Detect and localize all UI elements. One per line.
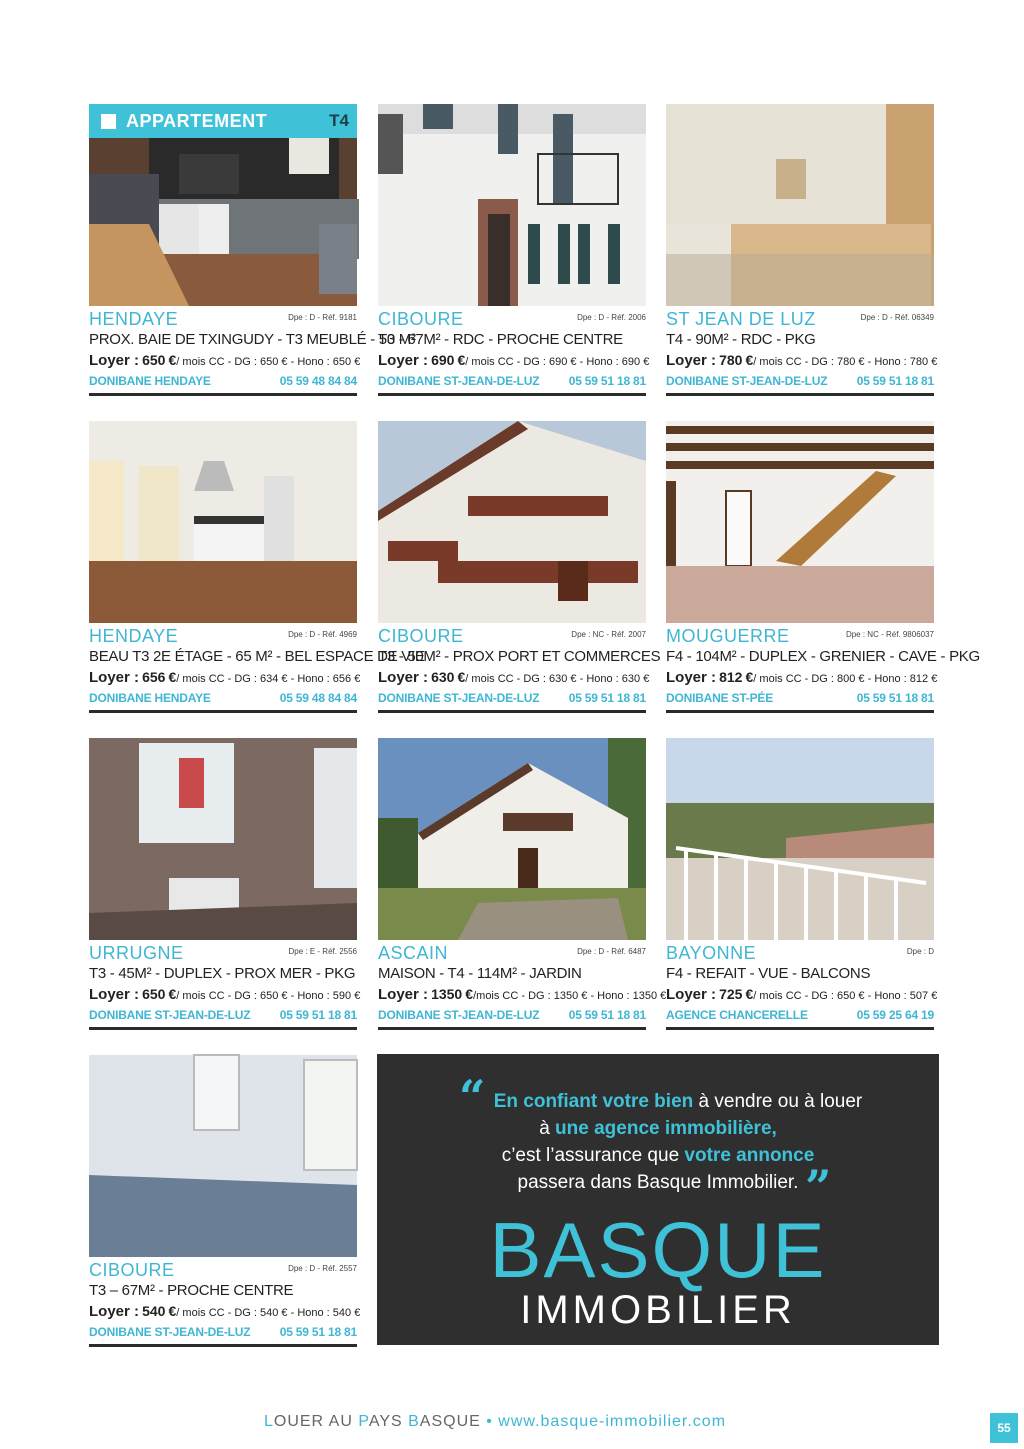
listing-rent: Loyer : 812 €/ mois CC - DG : 800 € - Hono : 812 € [666,669,938,686]
listing-description: T4 - 90M² - RDC - PKG [666,331,816,348]
category-badge [89,104,357,138]
listing-ref: Dpe : D [906,947,934,956]
listing-rent: Loyer : 630 €/ mois CC - DG : 630 € - Hono : 630 € [378,669,650,686]
listing-agency: DONIBANE ST-PÉE 05 59 51 18 81 [666,689,934,713]
listing-description: MAISON - T4 - 114M² - JARDIN [378,965,582,982]
listing-card[interactable] [89,1055,361,1347]
listing-description: BEAU T3 2E ÉTAGE - 65 M² - BEL ESPACE DE VIE [89,648,425,665]
page-footer: LOUER AU PAYS BASQUE • www.basque-immobilier.com [263,1413,727,1430]
listing-photo [666,738,934,940]
listing-phone[interactable]: 05 59 48 84 84 [279,374,357,388]
listing-rent: Loyer : 656 €/ mois CC - DG : 634 € - Hono : 656 € [89,669,361,686]
listing-photo [89,421,357,623]
listing-description: F4 - 104M² - DUPLEX - GRENIER - CAVE - PKG [666,648,980,665]
square-icon [101,114,116,129]
listing-rent: Loyer : 690 €/ mois CC - DG : 690 € - Hono : 690 € [378,352,650,369]
listing-ref: Dpe : D - Réf. 4969 [288,630,357,639]
listing-agency: DONIBANE ST-JEAN-DE-LUZ 05 59 51 18 81 [89,1323,357,1347]
listing-description: T3 - 67M² - RDC - PROCHE CENTRE [378,331,623,348]
listing-card[interactable] [378,104,650,396]
listing-rent: Loyer : 650 €/ mois CC - DG : 650 € - Hono : 590 € [89,986,361,1003]
listing-photo [378,104,646,306]
listing-card[interactable] [378,738,667,1030]
listing-phone[interactable]: 05 59 51 18 81 [279,1325,357,1339]
listing-phone[interactable]: 05 59 51 18 81 [279,1008,357,1022]
listing-card[interactable] [666,738,938,1030]
listing-phone[interactable]: 05 59 25 64 19 [856,1008,934,1022]
listing-photo [378,421,646,623]
listing-rent: Loyer : 540 €/ mois CC - DG : 540 € - Hono : 540 € [89,1303,361,1320]
promo-text: En confiant votre bien à vendre ou à louer à une agence immobilière, c’est l’assurance que votre annonce passera dans Basque Immobilier. [493,1091,863,1193]
listing-card[interactable] [89,104,416,396]
brand-logo-sub: IMMOBILIER [520,1288,796,1332]
listing-ref: Dpe : D - Réf. 06349 [860,313,934,322]
badge-label: APPARTEMENT [126,110,268,131]
listing-ref: Dpe : E - Réf. 2556 [288,947,357,956]
listing-agency: DONIBANE ST-JEAN-DE-LUZ 05 59 51 18 81 [378,689,646,713]
listing-ref: Dpe : NC - Réf. 2007 [571,630,646,639]
listing-description: T3 – 67M² - PROCHE CENTRE [89,1282,294,1299]
listing-ref: Dpe : D - Réf. 2557 [288,1264,357,1273]
listing-agency: DONIBANE ST-JEAN-DE-LUZ 05 59 51 18 81 [666,372,934,396]
page-number: 55 [990,1413,1018,1443]
badge-type: T4 [329,111,349,130]
listing-phone[interactable]: 05 59 51 18 81 [568,374,646,388]
listing-city: BAYONNE [666,943,757,963]
listing-agency: DONIBANE ST-JEAN-DE-LUZ 05 59 51 18 81 [378,1006,646,1030]
listing-city: ST JEAN DE LUZ [666,309,816,329]
listing-description: T3 - 50M² - PROX PORT ET COMMERCES [378,648,661,665]
website-link[interactable]: www.basque-immobilier.com [498,1413,727,1430]
listing-ref: Dpe : D - Réf. 9181 [288,313,357,322]
listing-phone[interactable]: 05 59 51 18 81 [568,1008,646,1022]
listing-photo [89,104,357,306]
listing-photo [89,738,357,940]
listing-ref: Dpe : D - Réf. 2006 [577,313,646,322]
listing-card[interactable] [666,421,980,713]
listing-phone[interactable]: 05 59 51 18 81 [568,691,646,705]
listing-city: HENDAYE [89,309,179,329]
open-quote-icon: “ [459,1070,486,1124]
listing-card[interactable] [89,738,361,1030]
listing-rent: Loyer : 650 €/ mois CC - DG : 650 € - Hono : 650 € [89,352,361,369]
listing-rent: Loyer : 725 €/ mois CC - DG : 650 € - Hono : 507 € [666,986,938,1003]
listing-description: T3 - 45M² - DUPLEX - PROX MER - PKG [89,965,356,982]
promo-banner [377,1054,939,1345]
listing-card[interactable] [378,421,661,713]
listing-city: CIBOURE [89,1260,175,1280]
listing-description: PROX. BAIE DE TXINGUDY - T3 MEUBLÉ - 50 M² [89,331,416,348]
listing-photo [378,738,646,940]
listing-city: URRUGNE [89,943,184,963]
listing-phone[interactable]: 05 59 51 18 81 [856,691,934,705]
listing-agency: DONIBANE HENDAYE 05 59 48 84 84 [89,689,357,713]
listing-city: CIBOURE [378,626,464,646]
listing-photo [666,104,934,306]
listing-photo [666,421,934,623]
brand-logo: BASQUE [489,1206,827,1294]
listing-ref: Dpe : D - Réf. 6487 [577,947,646,956]
listing-ref: Dpe : NC - Réf. 9806037 [845,630,934,639]
listing-phone[interactable]: 05 59 51 18 81 [856,374,934,388]
listing-agency: AGENCE CHANCERELLE 05 59 25 64 19 [666,1006,934,1030]
listing-city: CIBOURE [378,309,464,329]
listing-rent: Loyer : 780 €/ mois CC - DG : 780 € - Hono : 780 € [666,352,938,369]
listing-phone[interactable]: 05 59 48 84 84 [279,691,357,705]
listing-agency: DONIBANE HENDAYE 05 59 48 84 84 [89,372,357,396]
listing-rent: Loyer : 1350 €/mois CC - DG : 1350 € - Hono : 1350 € [378,986,667,1003]
listing-card[interactable] [666,104,938,396]
listing-agency: DONIBANE ST-JEAN-DE-LUZ 05 59 51 18 81 [378,372,646,396]
listing-photo [89,1055,357,1257]
close-quote-icon: ” [805,1160,832,1214]
listing-description: F4 - REFAIT - VUE - BALCONS [666,965,871,982]
listing-city: MOUGUERRE [666,626,790,646]
listing-city: ASCAIN [378,943,449,963]
listing-agency: DONIBANE ST-JEAN-DE-LUZ 05 59 51 18 81 [89,1006,357,1030]
listing-city: HENDAYE [89,626,179,646]
